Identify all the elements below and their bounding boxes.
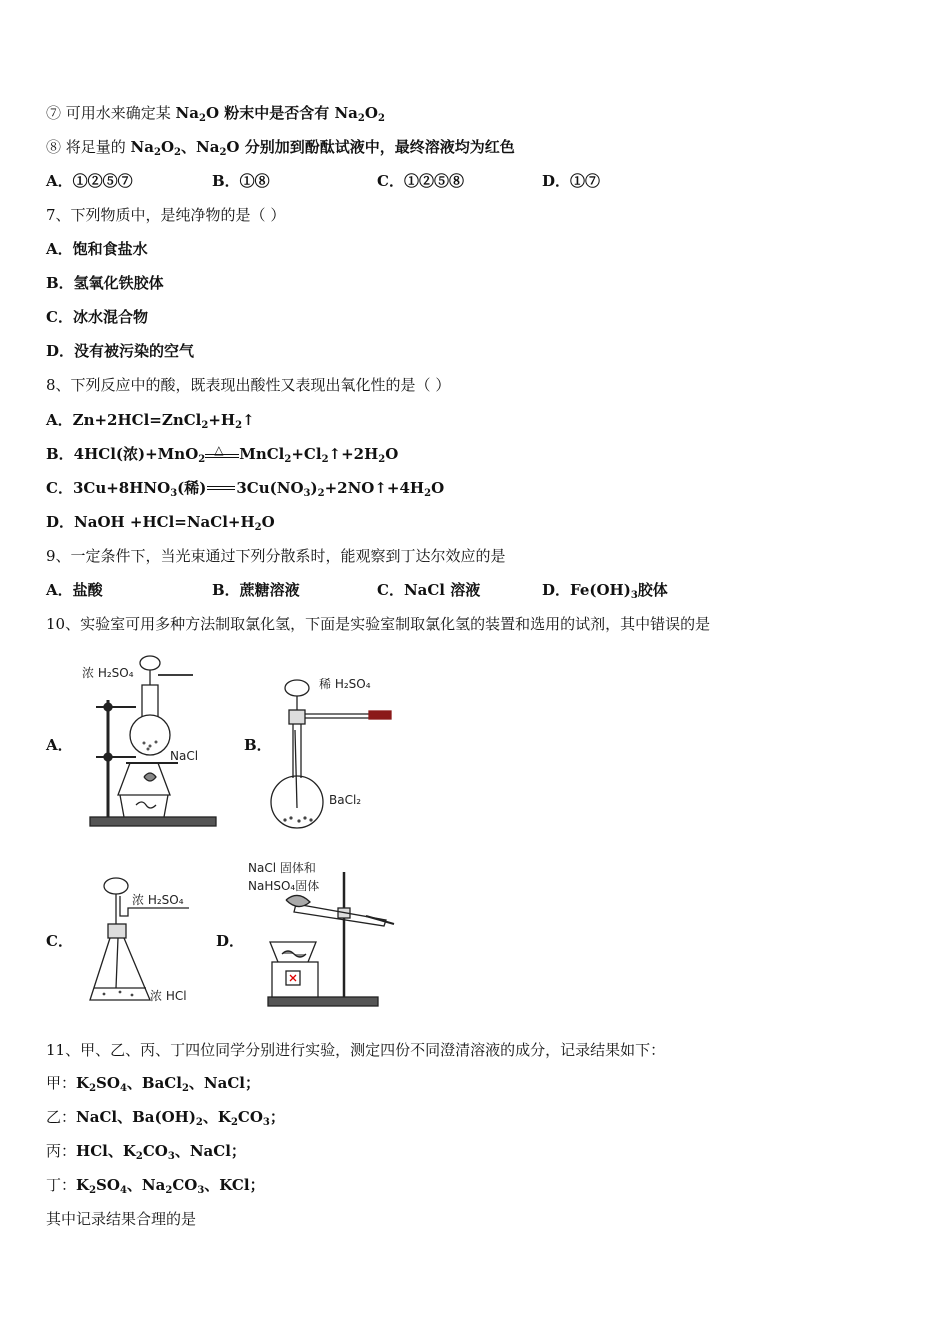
apparatus-d xyxy=(246,858,396,1010)
q7-option-b[interactable]: B．氢氧化铁胶体 xyxy=(46,274,164,292)
statement-7: ⑦ 可用水来确定某 $Na_2O$ 粉末中是否含有 $Na_2O_2$ xyxy=(46,104,385,124)
q10-option-d[interactable]: D． xyxy=(216,932,245,950)
label-b-bacl2: BaCl₂ xyxy=(329,793,362,807)
statement-8: ⑧ 将足量的 $Na_2O_2$、$Na_2O$ 分别加到酚酞试液中，最终溶液均为红色 xyxy=(46,138,515,158)
q6-option-b[interactable]: B．①⑧ xyxy=(212,172,270,190)
q6-option-d[interactable]: D．①⑦ xyxy=(542,172,601,190)
q10-option-c[interactable]: C． xyxy=(46,932,73,950)
q11-ding: 丁：$K_2SO_4$、$Na_2CO_3$、KCl； xyxy=(46,1176,265,1196)
q9-option-c[interactable]: C．NaCl 溶液 xyxy=(377,581,481,599)
q9-stem: 9、一定条件下，当光束通过下列分散系时，能观察到丁达尔效应的是 xyxy=(46,547,506,565)
q8-option-a[interactable]: A．$Zn+2HCl=ZnCl_2+H_2↑$ xyxy=(46,411,255,431)
q8-option-b[interactable]: B．4HCl(浓)+MnO$_2$ △ $MnCl_2+Cl_2↑+2H_2O$ xyxy=(46,443,399,465)
apparatus-a xyxy=(78,645,223,830)
q10-option-a[interactable]: A． xyxy=(46,736,73,754)
apparatus-b xyxy=(265,670,405,835)
label-c-conc-hcl: 浓 HCl xyxy=(150,989,187,1003)
q9-option-a[interactable]: A．盐酸 xyxy=(46,581,103,599)
q11-jia: 甲：$K_2SO_4$、BaCl$_2$、NaCl； xyxy=(46,1074,260,1094)
q9-option-d[interactable]: D．$Fe(OH)_3$胶体 xyxy=(542,581,668,601)
q7-option-d[interactable]: D．没有被污染的空气 xyxy=(46,342,195,360)
q10-stem: 10、实验室可用多种方法制取氯化氢，下面是实验室制取氯化氢的装置和选用的试剂，其中错误的是 xyxy=(46,615,711,633)
apparatus-c xyxy=(84,872,199,1007)
q11-yi: 乙：NaCl、$Ba(OH)_2$、$K_2CO_3$； xyxy=(46,1108,285,1128)
q7-option-a[interactable]: A．饱和食盐水 xyxy=(46,240,148,258)
q7-stem: 7、下列物质中，是纯净物的是（ ） xyxy=(46,206,286,224)
q11-bing: 丙：HCl、$K_2CO_3$、NaCl； xyxy=(46,1142,246,1162)
label-d-nacl-solid: NaCl 固体和 xyxy=(248,861,316,875)
q9-option-b[interactable]: B．蔗糖溶液 xyxy=(212,581,300,599)
q10-option-b[interactable]: B． xyxy=(244,736,272,754)
label-b-dilute-h2so4: 稀 H₂SO₄ xyxy=(319,677,371,691)
label-d-nahso4-solid: NaHSO₄固体 xyxy=(248,879,320,893)
q8-stem: 8、下列反应中的酸，既表现出酸性又表现出氧化性的是（ ） xyxy=(46,376,451,394)
label-a-conc-h2so4: 浓 H₂SO₄ xyxy=(82,666,134,680)
q6-option-c[interactable]: C．①②⑤⑧ xyxy=(377,172,464,190)
q11-stem: 11、甲、乙、丙、丁四位同学分别进行实验，测定四份不同澄清溶液的成分，记录结果如下： xyxy=(46,1041,666,1059)
equals-arrow xyxy=(206,478,236,498)
q6-option-a[interactable]: A．①②⑤⑦ xyxy=(46,172,133,190)
heat-arrow: △ xyxy=(205,444,239,464)
label-a-nacl: NaCl xyxy=(170,749,199,763)
label-c-conc-h2so4: 浓 H₂SO₄ xyxy=(132,893,184,907)
q8-option-d[interactable]: D．NaOH $+HCl=NaCl+H_2O$ xyxy=(46,513,275,533)
q8-option-c[interactable]: C．$3Cu+8HNO_3$(稀) $3Cu(NO_3)_2+2NO↑+4H_2O$ xyxy=(46,479,445,499)
q11-tail: 其中记录结果合理的是 xyxy=(46,1210,197,1228)
q7-option-c[interactable]: C．冰水混合物 xyxy=(46,308,148,326)
